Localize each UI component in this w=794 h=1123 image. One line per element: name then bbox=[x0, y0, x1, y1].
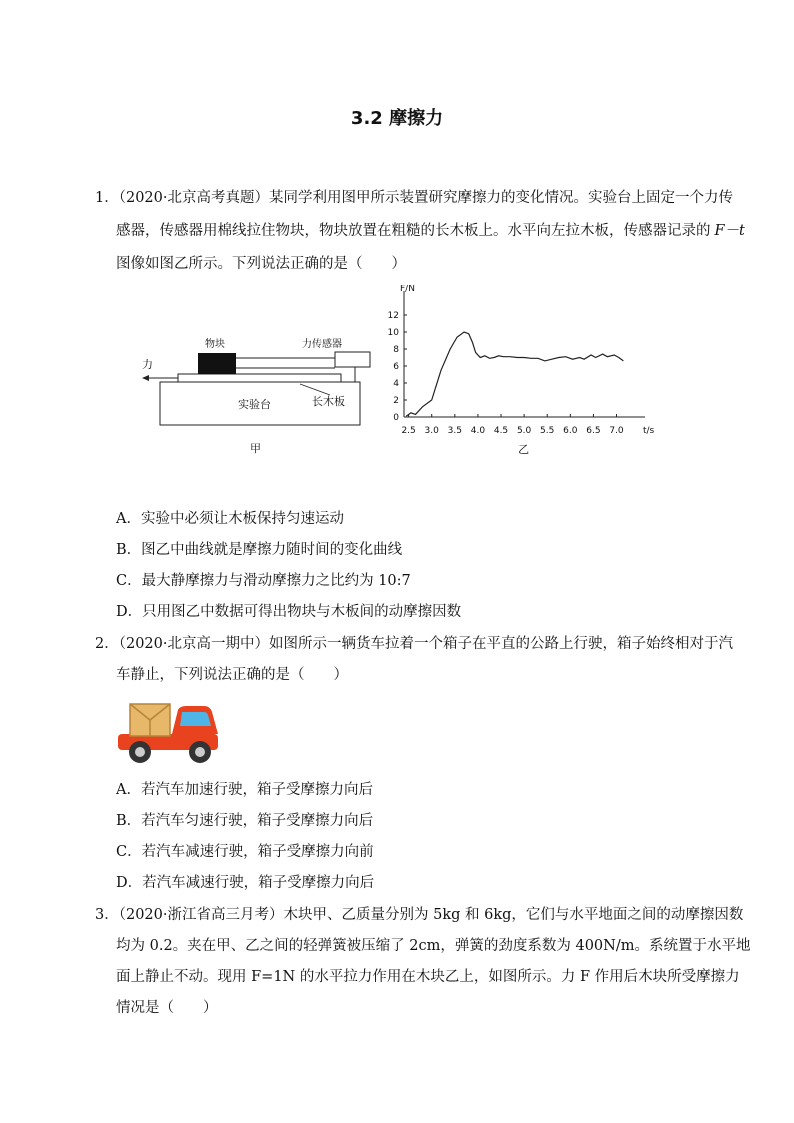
question-1-line-2: 感器，传感器用棉线拉住物块，物块放置在粗糙的长木板上。水平向左拉木板，传感器记录的 F－t bbox=[116, 223, 745, 239]
question-2-line-2: 车静止，下列说法正确的是（ ） bbox=[116, 667, 348, 683]
question-2-option-a[interactable]: A．若汽车加速行驶，箱子受摩擦力向后 bbox=[116, 782, 373, 798]
figure-yi-chart bbox=[370, 285, 660, 460]
caption-jia: 甲 bbox=[250, 442, 261, 455]
question-3-line-3: 面上静止不动。现用 F=1N 的水平拉力作用在木块乙上，如图所示。力 F 作用后木块所受摩擦力 bbox=[116, 969, 740, 985]
board-label: 长木板 bbox=[312, 395, 345, 408]
force-label: 力 bbox=[142, 358, 153, 371]
question-3-line-2: 均为 0.2。夹在甲、乙之间的轻弹簧被压缩了 2cm，弹簧的劲度系数为 400N/m。系统置于水平地 bbox=[116, 938, 751, 954]
y-tick-label: 12 bbox=[387, 311, 399, 321]
x-tick-label: 3.5 bbox=[447, 426, 462, 436]
force-sensor bbox=[335, 352, 370, 367]
question-3-line-4: 情况是（ ） bbox=[116, 1000, 218, 1016]
x-tick-label: 4.5 bbox=[493, 426, 509, 436]
x-tick-label: 5.5 bbox=[540, 426, 555, 436]
x-axis-label: t/s bbox=[643, 426, 655, 436]
question-1-option-a[interactable]: A．实验中必须让木板保持匀速运动 bbox=[116, 511, 344, 527]
question-2-option-b[interactable]: B．若汽车匀速行驶，箱子受摩擦力向后 bbox=[116, 813, 374, 829]
question-1-number: 1． bbox=[95, 190, 119, 206]
sensor-label: 力传感器 bbox=[302, 339, 342, 350]
long-board bbox=[178, 374, 341, 382]
y-tick-label: 10 bbox=[387, 328, 399, 338]
y-tick-label: 4 bbox=[393, 379, 399, 389]
x-tick-label: 3.0 bbox=[424, 426, 439, 436]
x-tick-label: 5.0 bbox=[516, 426, 532, 436]
truck-window bbox=[180, 712, 211, 726]
question-3-line-1: 3．（2020·浙江省高三月考）木块甲、乙质量分别为 5kg 和 6kg，它们与水平地面之间的动摩擦因数 bbox=[95, 907, 744, 923]
caption-yi: 乙 bbox=[518, 443, 530, 456]
truck-illustration bbox=[112, 696, 230, 768]
figure-jia bbox=[130, 330, 380, 460]
x-tick-label: 4.0 bbox=[470, 426, 486, 436]
x-tick-label: 6.5 bbox=[586, 426, 601, 436]
question-2-number: 2． bbox=[95, 636, 119, 652]
x-tick-label: 6.0 bbox=[563, 426, 578, 436]
force-time-curve bbox=[406, 332, 623, 416]
question-1-option-d[interactable]: D．只用图乙中数据可得出物块与木板间的动摩擦因数 bbox=[116, 604, 462, 620]
y-tick-label: 6 bbox=[393, 362, 399, 372]
question-2-line-1: 2．（2020·北京高一期中）如图所示一辆货车拉着一个箱子在平直的公路上行驶，箱子始终相对于汽 bbox=[95, 636, 733, 652]
question-1-option-c[interactable]: C．最大静摩擦力与滑动摩擦力之比约为 10:7 bbox=[116, 573, 411, 589]
question-1-line-3: 图像如图乙所示。下列说法正确的是（ ） bbox=[116, 256, 406, 272]
y-axis-label: F/N bbox=[400, 285, 415, 294]
question-2-option-c[interactable]: C．若汽车减速行驶，箱子受摩擦力向前 bbox=[116, 844, 374, 860]
block bbox=[198, 353, 236, 374]
table-label: 实验台 bbox=[238, 398, 271, 411]
x-tick-label: 2.5 bbox=[401, 426, 416, 436]
question-1-option-b[interactable]: B．图乙中曲线就是摩擦力随时间的变化曲线 bbox=[116, 542, 403, 558]
question-2-option-d[interactable]: D．若汽车减速行驶，箱子受摩擦力向后 bbox=[116, 875, 375, 891]
y-tick-label: 8 bbox=[393, 345, 399, 355]
y-tick-label: 2 bbox=[393, 396, 399, 406]
ft-symbol: F－t bbox=[714, 223, 745, 239]
y-tick-label: 0 bbox=[393, 413, 399, 423]
x-tick-label: 7.0 bbox=[609, 426, 624, 436]
question-3-number: 3． bbox=[95, 907, 119, 923]
question-1-line-1: 1．（2020·北京高考真题）某同学利用图甲所示装置研究摩擦力的变化情况。实验台上固定一个力传 bbox=[95, 190, 733, 206]
block-label: 物块 bbox=[205, 339, 225, 350]
page-title: 3.2 摩擦力 bbox=[350, 108, 444, 129]
